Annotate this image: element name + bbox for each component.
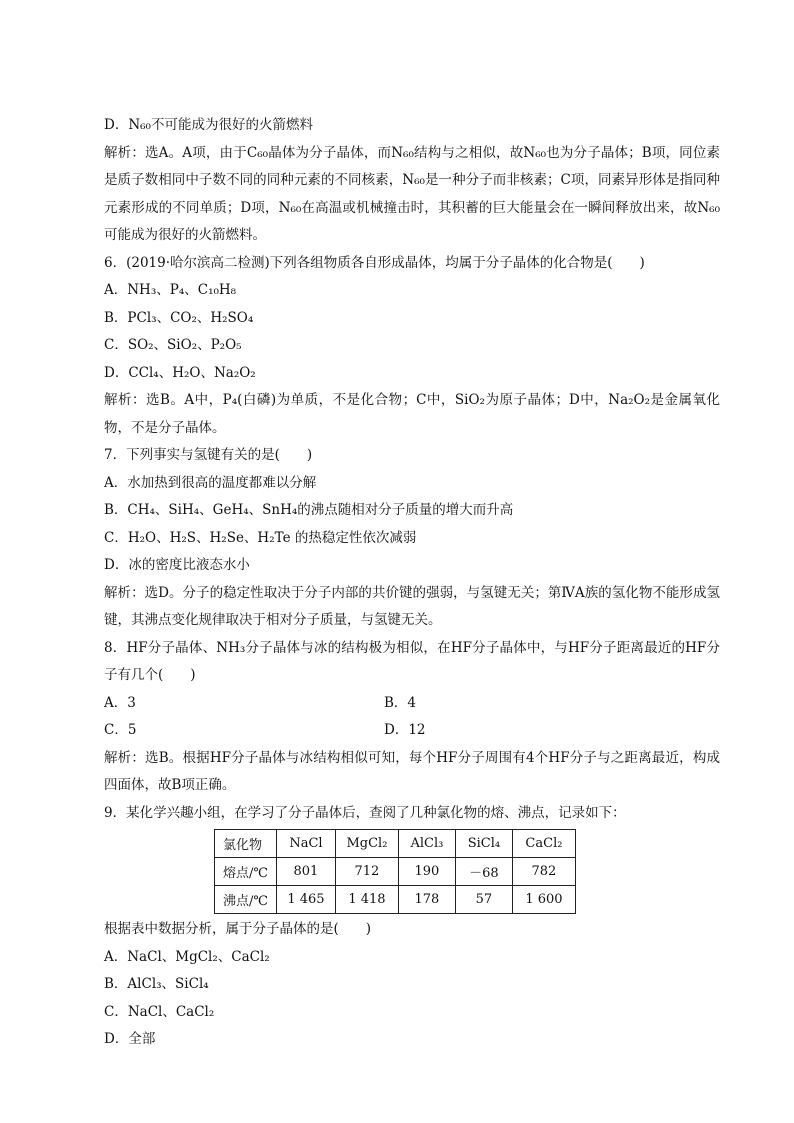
question-9: 9．某化学兴趣小组，在学习了分子晶体后，查阅了几种氯化物的熔、沸点，记录如下： <box>104 804 626 821</box>
table-cell: 57 <box>455 886 512 914</box>
question-6-option-c: C．SO₂、SiO₂、P₂O₅ <box>104 337 242 353</box>
table-cell: 782 <box>512 858 575 886</box>
question-9-option-a: A．NaCl、MgCl₂、CaCl₂ <box>104 948 270 965</box>
question-8: 8．HF分子晶体、NH₃分子晶体与冰的结构极为相似，在HF分子晶体中，与HF分子距离最近的HF分子有几个( ) <box>104 639 720 683</box>
analysis-n60: 解析：选A。A项，由于C₆₀晶体为分子晶体，而N₆₀结构与之相似，故N₆₀也为分子晶体；B项，同位素是质子数相同中子数不同的同种元素的不同核素，N₆₀是一种分子而非核素；C项，同素异形体是指同种元素形成的不同单质；D项，N₆₀在高温或机械撞击时，其积蓄的巨大能量会在一瞬间释放出来，故N₆₀可能成为很好的火箭燃料。 <box>104 144 720 243</box>
question-7: 7．下列事实与氢键有关的是( ) <box>104 447 313 463</box>
chloride-table <box>214 829 576 914</box>
table-cell: 沸点/℃ <box>215 886 277 914</box>
table-row <box>215 886 576 914</box>
question-6-analysis: 解析：选B。A中，P₄(白磷)为单质，不是化合物；C中，SiO₂为原子晶体；D中，Na₂O₂是金属氧化物，不是分子晶体。 <box>104 392 720 436</box>
question-6: 6．(2019·哈尔滨高二检测)下列各组物质各自形成晶体，均属于分子晶体的化合物是( ) <box>104 254 645 271</box>
question-7-analysis: 解析：选D。分子的稳定性取决于分子内部的共价键的强弱，与氢键无关；第ⅣA族的氢化物不能形成氢键，其沸点变化规律取决于相对分子质量，与氢键无关。 <box>104 584 720 628</box>
table-row <box>215 830 576 858</box>
table-cell: 801 <box>276 858 335 886</box>
table-cell: SiCl₄ <box>455 830 512 858</box>
question-7-option-c: C．H₂O、H₂S、H₂Se、H₂Te 的热稳定性依次减弱 <box>104 529 417 546</box>
table-cell: 178 <box>398 886 455 914</box>
table-cell: CaCl₂ <box>512 830 575 858</box>
question-8-options-row-2 <box>104 717 720 745</box>
document-body <box>104 112 720 1054</box>
question-8-analysis: 解析：选B。根据HF分子晶体与冰结构相似可知，每个HF分子周围有4个HF分子与之距离最近，构成四面体，故B项正确。 <box>104 749 720 793</box>
option-d-n60: D．N₆₀不可能成为很好的火箭燃料 <box>104 117 313 133</box>
question-6-option-a: A．NH₃、P₄、C₁₀H₈ <box>104 282 237 298</box>
question-7-option-d: D．冰的密度比液态水小 <box>104 557 250 573</box>
question-7-option-a: A．水加热到很高的温度都难以分解 <box>104 474 317 491</box>
question-8-options-row-1 <box>104 690 720 718</box>
question-6-option-b: B．PCl₃、CO₂、H₂SO₄ <box>104 309 254 326</box>
question-8-option-c: C．5 <box>104 722 137 738</box>
table-cell: 氯化物 <box>215 830 277 858</box>
question-8-option-b: B．4 <box>384 694 417 711</box>
table-cell: AlCl₃ <box>398 830 455 858</box>
question-9-prompt: 根据表中数据分析，属于分子晶体的是( ) <box>104 921 372 937</box>
question-6-option-d: D．CCl₄、H₂O、Na₂O₂ <box>104 364 256 381</box>
question-8-option-d: D．12 <box>384 722 426 738</box>
question-7-option-b: B．CH₄、SiH₄、GeH₄、SnH₄的沸点随相对分子质量的增大而升高 <box>104 502 514 518</box>
table-cell: 熔点/℃ <box>215 858 277 886</box>
question-9-option-c: C．NaCl、CaCl₂ <box>104 1003 215 1020</box>
question-9-option-b: B．AlCl₃、SiCl₄ <box>104 976 209 992</box>
table-cell: MgCl₂ <box>335 830 398 858</box>
table-cell: 190 <box>398 858 455 886</box>
table-cell: 712 <box>335 858 398 886</box>
question-9-option-d: D．全部 <box>104 1031 156 1047</box>
table-cell: NaCl <box>276 830 335 858</box>
table-cell: 1 465 <box>276 886 335 914</box>
table-cell: －68 <box>455 858 512 886</box>
question-8-option-a: A．3 <box>104 694 136 711</box>
table-cell: 1 418 <box>335 886 398 914</box>
table-row <box>215 858 576 886</box>
table-cell: 1 600 <box>512 886 575 914</box>
